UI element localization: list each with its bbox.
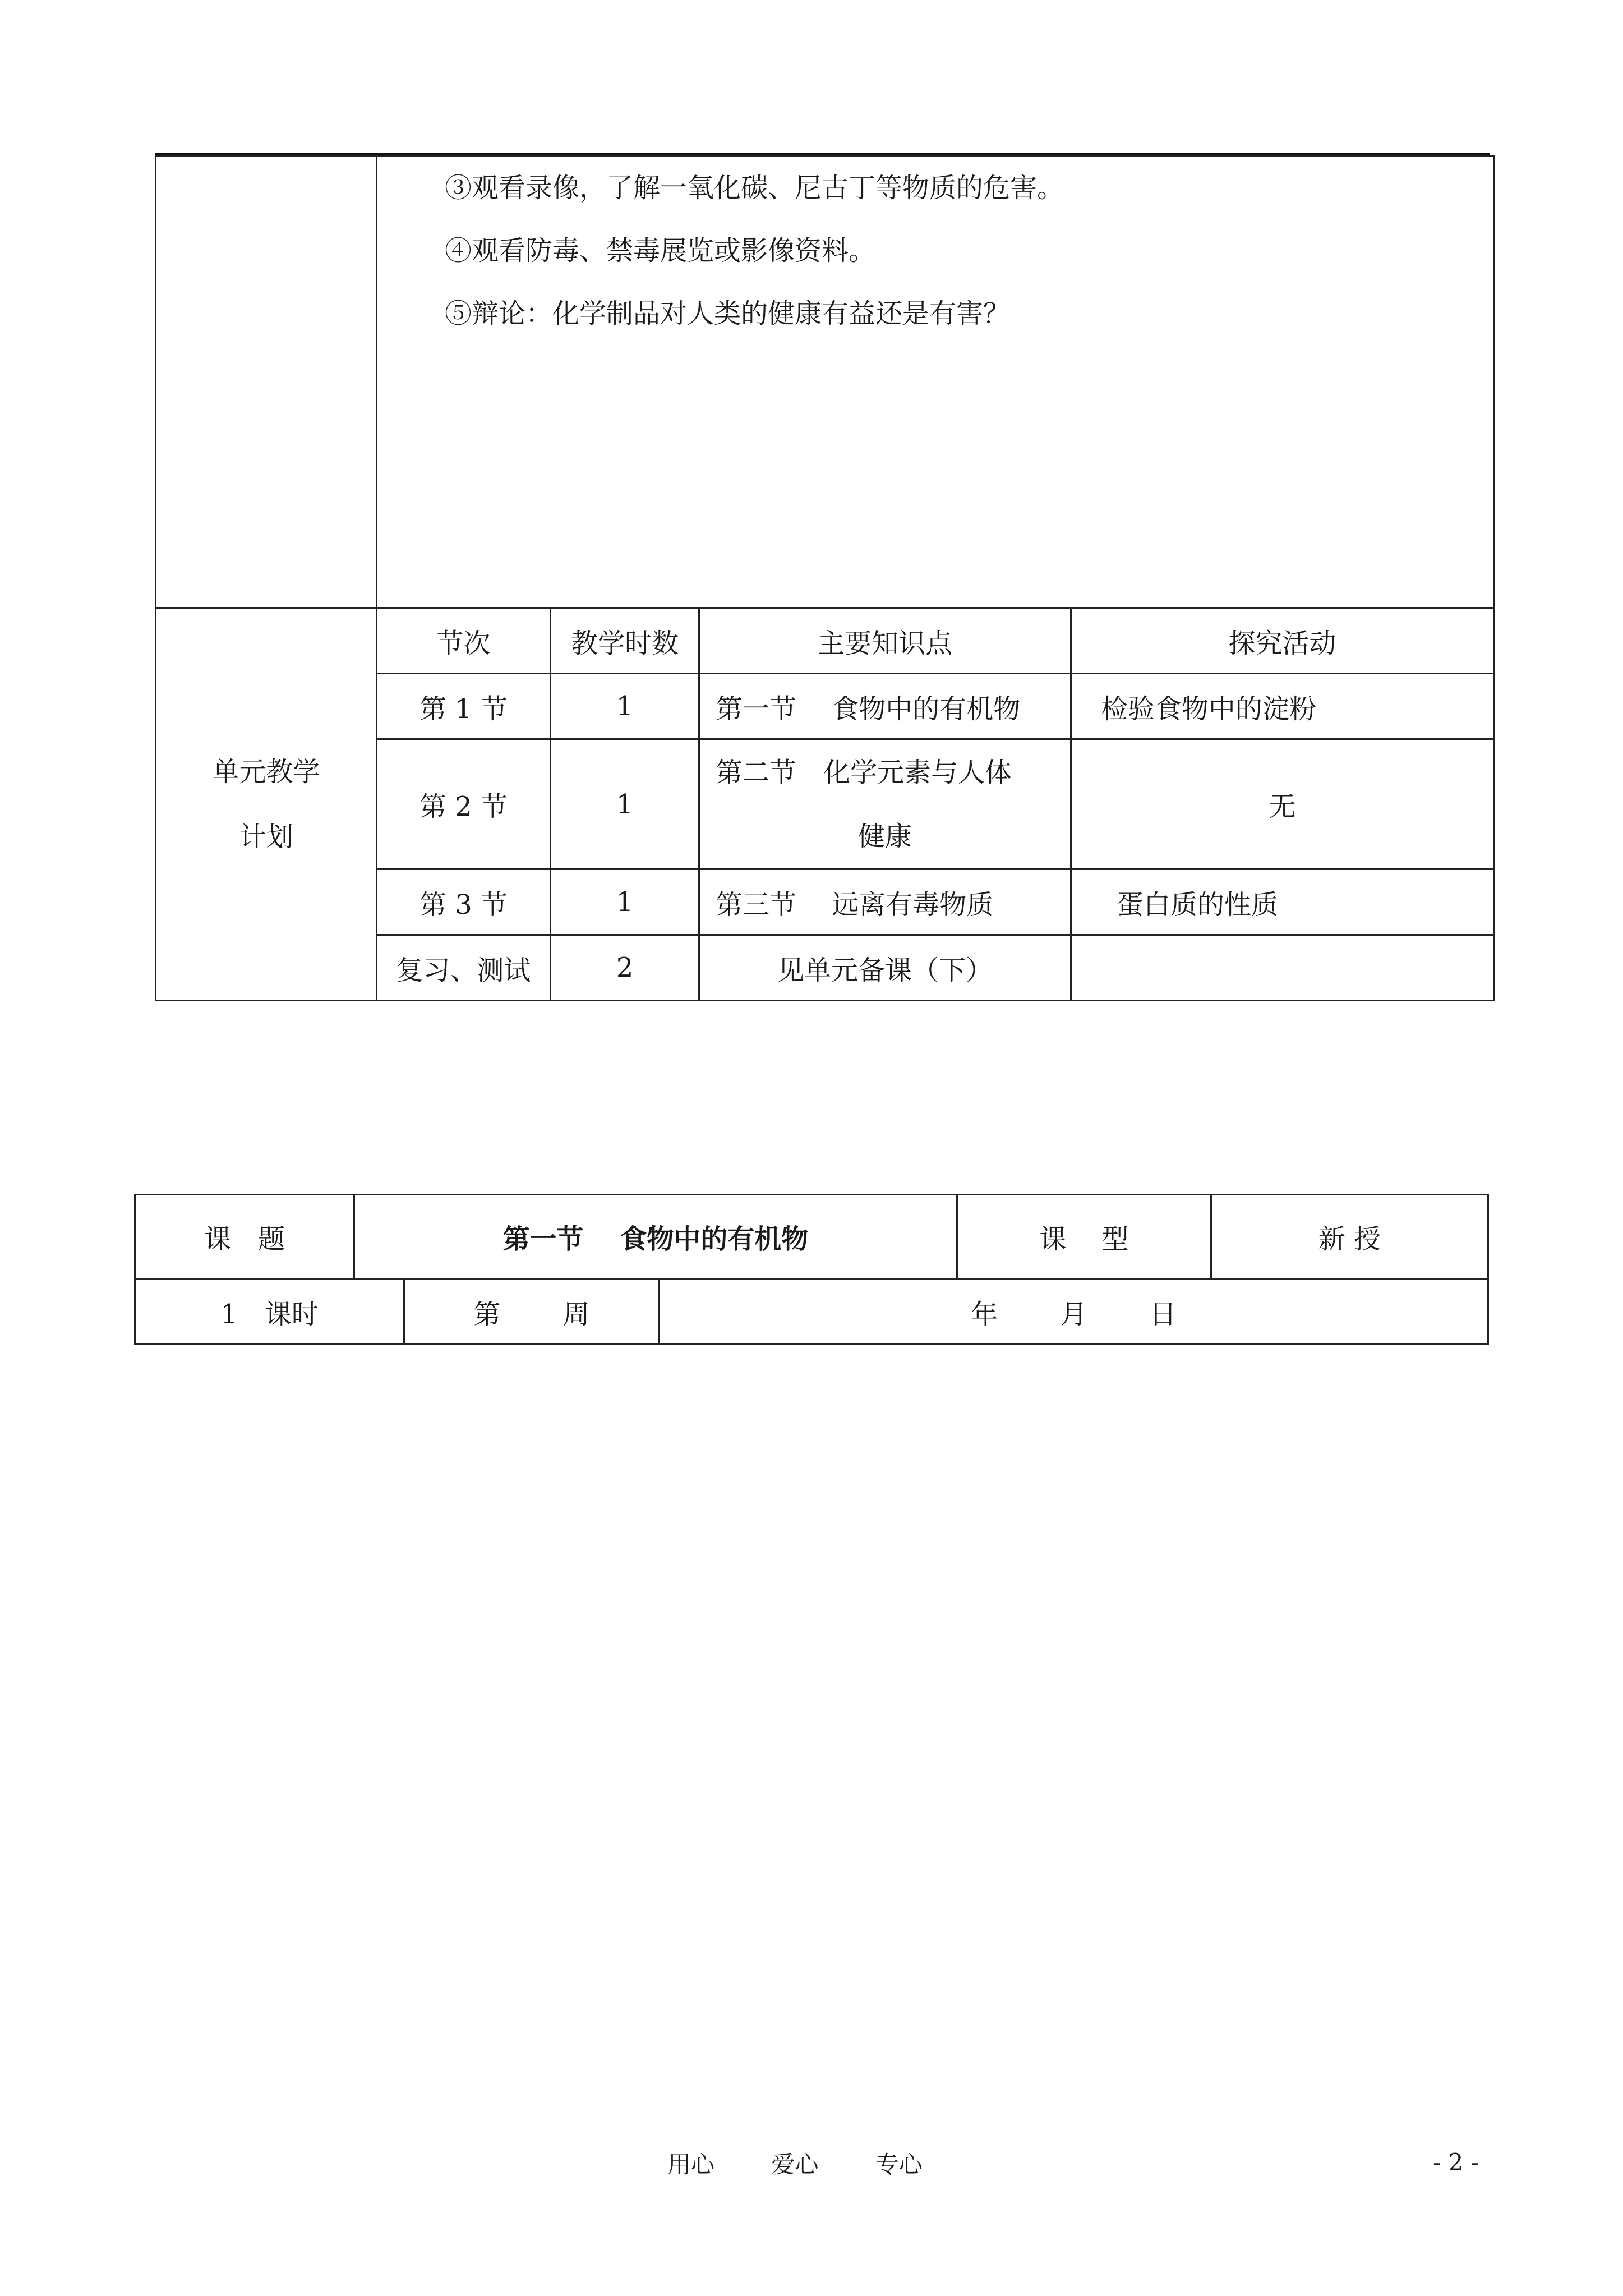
row-section: 第 3 节 [377,869,551,935]
row-knowledge: 第三节 远离有毒物质 [699,869,1071,935]
lesson-schedule-table [134,1278,1489,1345]
page-number: - 2 - [1433,2148,1479,2176]
header-hours: 教学时数 [551,608,699,674]
header-activity: 探究活动 [1071,608,1494,674]
type-label: 课 型 [957,1195,1211,1279]
row-knowledge: 见单元备课（下） [699,935,1071,1001]
row-activity: 检验食物中的淀粉 [1071,674,1494,739]
header-knowledge: 主要知识点 [699,608,1071,674]
lesson-topic-table [134,1194,1489,1280]
row-hours: 1 [551,674,699,739]
row-knowledge: 第一节 食物中的有机物 [699,674,1071,739]
row-section: 复习、测试 [377,935,551,1001]
period-cell: 1 课时 [135,1279,404,1345]
plan-label-line: 计划 [239,821,293,853]
row-activity: 蛋白质的性质 [1071,869,1494,935]
activity-list-cell [377,156,1494,608]
row-section: 第 1 节 [377,674,551,739]
row-activity [1071,935,1494,1001]
knowledge-line: 第二节 化学元素与人体 [716,756,1012,788]
type-value: 新 授 [1211,1195,1488,1279]
row-section: 第 2 节 [377,739,551,869]
row-hours: 1 [551,869,699,935]
date-cell: 年 月 日 [660,1279,1488,1345]
header-section: 节次 [377,608,551,674]
footer-motto [667,2146,972,2180]
row-activity: 无 [1071,739,1494,869]
plan-label-line: 单元教学 [212,756,320,788]
activity-item: ③观看录像，了解一氧化碳、尼古丁等物质的危害。 [445,172,1064,204]
topic-title: 第一节 食物中的有机物 [354,1195,957,1279]
footer-item: 爱心 [771,2151,819,2178]
activity-item: ④观看防毒、禁毒展览或影像资料。 [445,235,876,266]
knowledge-line: 健康 [857,820,912,852]
topic-label: 课 题 [135,1195,354,1279]
unit-plan-table [155,155,1495,1001]
footer-item: 专心 [875,2151,923,2178]
blank-label-cell [156,156,377,608]
plan-label-cell [156,608,377,1001]
footer-item: 用心 [667,2151,715,2178]
row-hours: 1 [551,739,699,869]
week-cell: 第 周 [404,1279,660,1345]
activity-item: ⑤辩论：化学制品对人类的健康有益还是有害？ [445,298,1011,329]
row-knowledge [699,739,1071,869]
row-hours: 2 [551,935,699,1001]
